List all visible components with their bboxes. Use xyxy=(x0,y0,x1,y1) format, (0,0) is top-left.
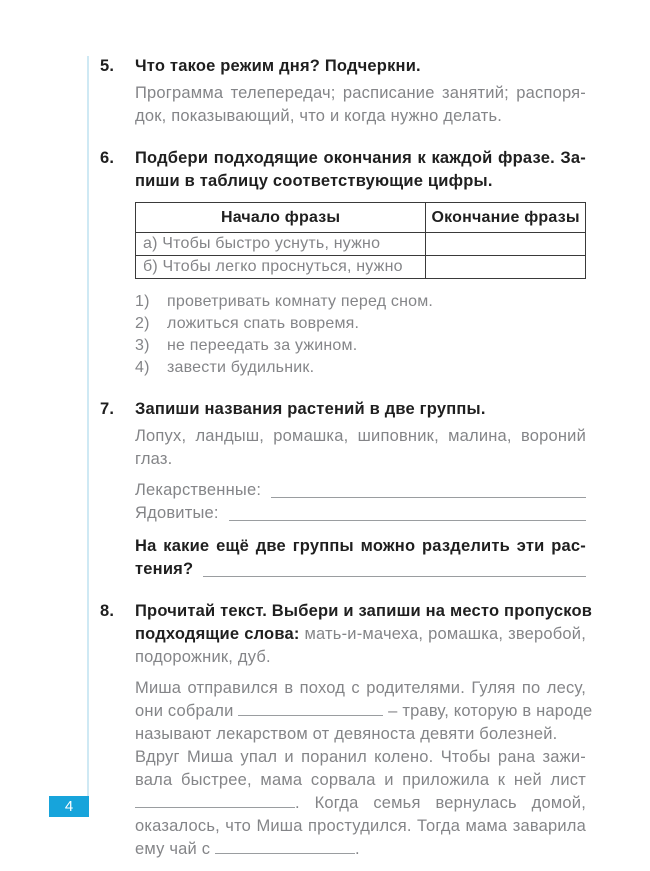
word-list-part: мать-и-мачеха, ромашка, зверобой, xyxy=(304,625,586,643)
task-8-title-line: подорожник, дуб. xyxy=(135,648,271,666)
option-text: не переедать за ужином. xyxy=(167,337,358,354)
column-header-start: Начало фразы xyxy=(136,203,426,233)
option-number: 1) xyxy=(135,293,150,310)
task-7-number: 7. xyxy=(100,400,115,418)
option-number: 3) xyxy=(135,337,150,354)
option-text: ложиться спать вовремя. xyxy=(167,315,360,332)
answer-cell xyxy=(426,256,586,279)
story-line: Вдруг Миша упал и поранил колено. Чтобы рана зажи- xyxy=(135,748,586,766)
answer-blank xyxy=(215,840,355,854)
task-7-question-line xyxy=(135,558,586,581)
task-6-title-line: Подбери подходящие окончания к каждой фразе. За- xyxy=(135,149,586,167)
task-5-number: 5. xyxy=(100,57,115,75)
story-text: . xyxy=(354,840,360,858)
option-item xyxy=(135,313,586,335)
answer-blank xyxy=(203,576,586,577)
poisonous-label: Ядовитые: xyxy=(135,504,219,522)
story-line: называют лекарством от девяноста девяти болезней. xyxy=(135,725,558,743)
title-bold-part: подходящие слова: xyxy=(135,625,300,643)
column-header-end: Окончание фразы xyxy=(426,203,586,233)
option-number: 2) xyxy=(135,315,150,332)
story-text: . Когда семья вернулась домой, xyxy=(295,794,586,812)
poisonous-answer-row xyxy=(135,502,586,525)
page-content xyxy=(100,55,593,861)
task-7-title: Запиши названия растений в две группы. xyxy=(135,400,486,418)
medicinal-label: Лекарственные: xyxy=(135,481,262,499)
task-8-number: 8. xyxy=(100,602,115,620)
task-6 xyxy=(100,147,586,379)
table-row xyxy=(136,256,586,279)
phrase-table xyxy=(135,202,586,279)
table-header-row xyxy=(136,203,586,233)
task-7-body-line: Лопух, ландыш, ромашка, шиповник, малина, вороний xyxy=(135,427,586,445)
table-row xyxy=(136,233,586,256)
option-text: завести будильник. xyxy=(167,359,315,376)
task-7-body-line: глаз. xyxy=(135,450,173,468)
answer-blank xyxy=(238,702,383,716)
task-5-body-line: док, показывающий, что и когда нужно делать. xyxy=(135,107,503,125)
medicinal-answer-row xyxy=(135,479,586,502)
answer-cell xyxy=(426,233,586,256)
option-item xyxy=(135,357,586,379)
story-text: – траву, которую в народе xyxy=(388,702,593,720)
task-6-title-line: пиши в таблицу соответствующие цифры. xyxy=(135,172,493,190)
story-line xyxy=(135,838,586,861)
story-text: ему чай с xyxy=(135,840,211,858)
page-number-badge xyxy=(49,796,89,817)
task-8-title-line xyxy=(135,623,586,646)
task-8 xyxy=(100,600,593,861)
option-item xyxy=(135,291,586,313)
story-text: они собрали xyxy=(135,702,234,720)
option-number: 4) xyxy=(135,359,150,376)
phrase-start-cell: б) Чтобы легко проснуться, нужно xyxy=(136,256,426,279)
story-line xyxy=(135,792,586,815)
task-5-title: Что такое режим дня? Подчеркни. xyxy=(135,57,421,75)
story-line: Миша отправился в поход с родителями. Гуляя по лесу, xyxy=(135,679,586,697)
task-5-body-line: Программа телепередач; расписание занятий; распоря- xyxy=(135,84,586,102)
story-line xyxy=(135,700,593,723)
task-6-number: 6. xyxy=(100,149,115,167)
story-line: оказалось, что Миша простудился. Тогда мама заварила xyxy=(135,817,586,835)
answer-blank xyxy=(135,794,295,808)
answer-blank xyxy=(271,497,586,498)
task-7 xyxy=(100,398,586,581)
story-line: вала быстрее, мама сорвала и приложила к ней лист xyxy=(135,771,586,789)
task-7-question-line: На какие ещё две группы можно разделить эти рас- xyxy=(135,537,586,555)
option-text: проветривать комнату перед сном. xyxy=(167,293,434,310)
task-5 xyxy=(100,55,586,128)
task-8-title-line: Прочитай текст. Выбери и запиши на место пропусков xyxy=(135,602,593,620)
answer-blank xyxy=(229,520,586,521)
margin-rule xyxy=(87,56,89,796)
question-tail: тения? xyxy=(135,560,194,578)
page-number: 4 xyxy=(64,798,74,815)
option-item xyxy=(135,335,586,357)
phrase-start-cell: а) Чтобы быстро уснуть, нужно xyxy=(136,233,426,256)
